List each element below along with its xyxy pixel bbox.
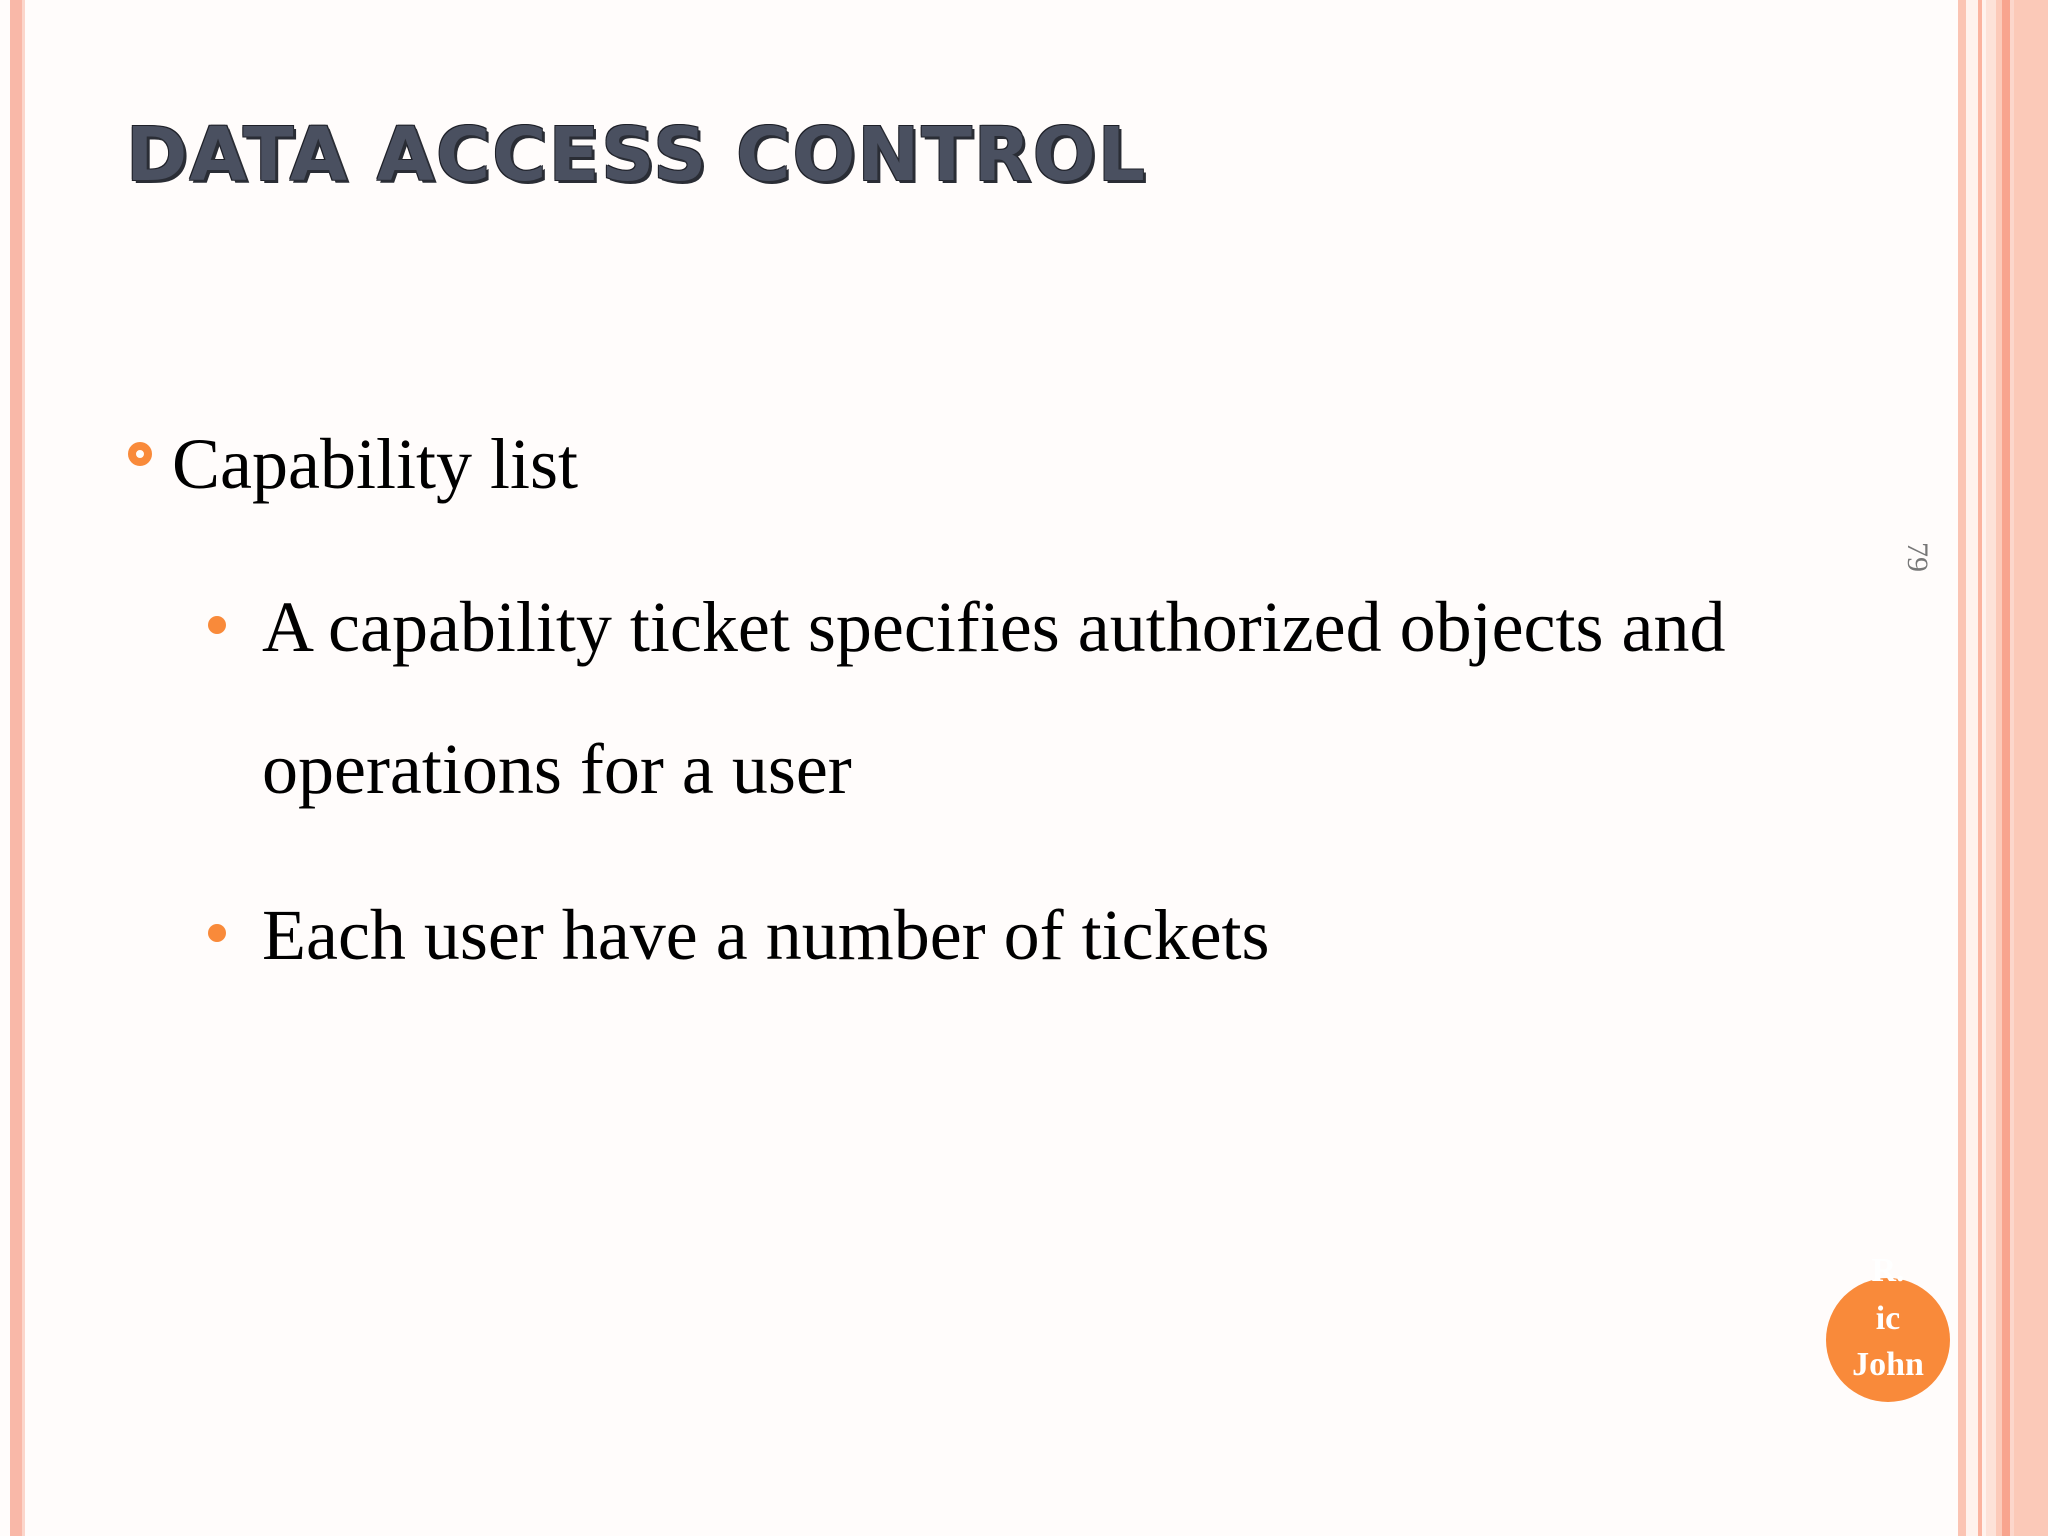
author-badge-line: ic: [1875, 1300, 1901, 1337]
bullet-text: Capability list: [172, 424, 578, 504]
stripe: [2002, 0, 2010, 1536]
dot-bullet-icon: [208, 924, 226, 942]
stripe: [1958, 0, 1966, 1536]
dot-bullet-icon: [208, 616, 226, 634]
stripe: [1986, 0, 1996, 1536]
page-number: 79: [1901, 542, 1934, 572]
bullet-item: [128, 424, 578, 504]
slide-title: DATA ACCESS CONTROL: [126, 112, 1147, 198]
stripe: [1966, 0, 1986, 1536]
sub-bullet-item: [208, 895, 1822, 1006]
author-badge-line: John: [1852, 1346, 1924, 1383]
sub-bullet-item: [208, 587, 1822, 840]
author-badge-line: R.: [1871, 1252, 1905, 1289]
sub-bullet-text: A capability ticket specifies authorized objects and operations for a user: [262, 587, 1726, 809]
left-border-inner: [22, 0, 25, 1536]
stripe: [1978, 0, 1982, 1536]
stripe: [2014, 0, 2048, 1536]
sub-bullet-text: Each user have a number of tickets: [262, 895, 1270, 975]
ring-bullet-icon: [128, 442, 152, 466]
left-border: [10, 0, 22, 1536]
author-badge: [1826, 1252, 1950, 1402]
